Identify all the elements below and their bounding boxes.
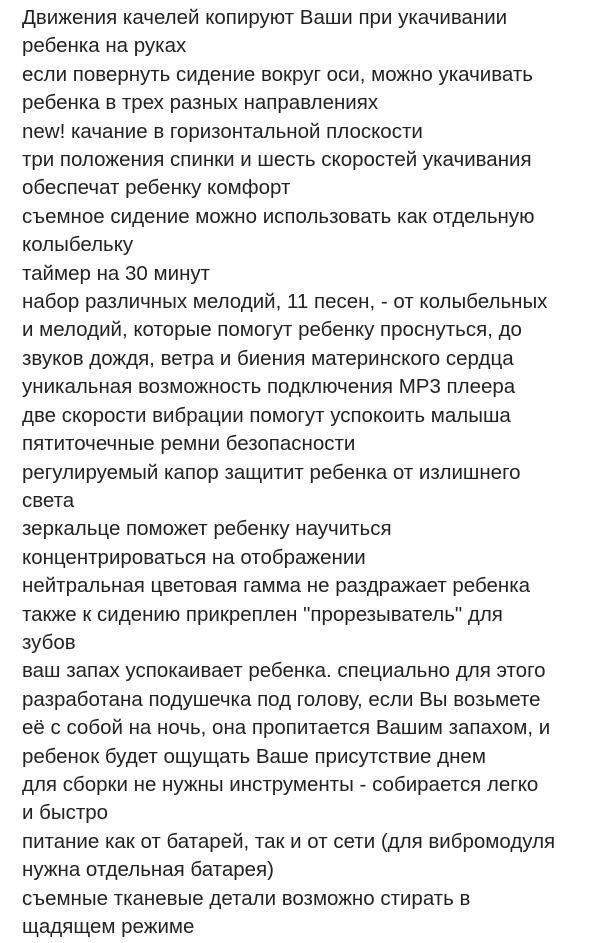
feature-item-line: три положения спинки и шесть скоростей укачивания	[22, 148, 532, 172]
feature-item	[22, 515, 600, 572]
feature-item-line: нейтральная цветовая гамма не раздражает ребенка	[22, 574, 531, 598]
feature-item-line: и мелодий, которые помогут ребенку проснуться, до	[22, 318, 522, 342]
feature-item-line: съемные тканевые детали возможно стирать в	[22, 886, 471, 910]
feature-item-line: нужна отдельная батарея)	[22, 858, 274, 882]
feature-item-line: съемное сидение можно использовать как отдельную	[22, 204, 535, 228]
feature-item	[22, 885, 600, 942]
feature-item-line: ваш запах успокаивает ребенка. специально для этого	[22, 659, 546, 683]
feature-item	[22, 459, 600, 516]
feature-item	[22, 288, 600, 373]
feature-item	[22, 146, 600, 203]
feature-item-line: её с собой на ночь, она пропитается Вашим запахом, и	[22, 716, 551, 740]
feature-item-line: ребенка в трех разных направлениях	[22, 91, 379, 115]
feature-item-line: зубов	[22, 630, 76, 654]
feature-item-line: концентрироваться на отображении	[22, 545, 366, 569]
feature-item	[22, 402, 600, 430]
feature-item	[22, 771, 600, 828]
feature-item-line: Движения качелей копируют Ваши при укачивании	[22, 6, 508, 29]
feature-item-line: обеспечат ребенку комфорт	[22, 176, 291, 200]
feature-item-line: также к сидению прикреплен "прорезыватель" для	[22, 602, 503, 626]
feature-item	[22, 61, 600, 118]
feature-item-line: уникальная возможность подключения MP3 плеера	[22, 375, 516, 399]
feature-item-line: ребенок будет ощущать Ваше присутствие днем	[22, 744, 486, 768]
feature-item	[22, 828, 600, 885]
feature-item-line: звуков дождя, ветра и биения материнского сердца	[22, 346, 514, 370]
feature-item	[22, 4, 600, 61]
feature-item-line: зеркальце поможет ребенку научиться	[22, 517, 392, 541]
feature-item-line: регулируемый капор защитит ребенка от излишнего	[22, 460, 521, 484]
feature-item-line: new! качание в горизонтальной плоскости	[22, 119, 423, 143]
feature-item-line: набор различных мелодий, 11 песен, - от колыбельных	[22, 290, 548, 314]
feature-item-line: колыбельку	[22, 233, 134, 257]
feature-item-line: света	[22, 488, 75, 512]
feature-item-line: разработана подушечка под голову, если Вы возьмете	[22, 687, 541, 711]
feature-item-line: для сборки не нужны инструменты - собирается легко	[22, 772, 539, 796]
feature-item-line: питание как от батарей, так и от сети (для вибромодуля	[22, 829, 556, 853]
feature-item-line: таймер на 30 минут	[22, 261, 211, 285]
feature-item-line: ребенка на руках	[22, 34, 187, 58]
feature-item	[22, 373, 600, 401]
feature-item	[22, 430, 600, 458]
feature-item	[22, 657, 600, 771]
feature-item	[22, 203, 600, 260]
feature-item	[22, 601, 600, 658]
feature-item	[22, 260, 600, 288]
feature-item	[22, 572, 600, 600]
feature-item-line: щадящем режиме	[22, 915, 195, 938]
feature-item	[22, 118, 600, 146]
feature-item-line: и быстро	[22, 801, 109, 825]
feature-item-line: две скорости вибрации помогут успокоить малыша	[22, 403, 511, 427]
feature-item-line: пятиточечные ремни безопасности	[22, 432, 356, 456]
feature-item-line: если повернуть сидение вокруг оси, можно укачивать	[22, 62, 533, 86]
